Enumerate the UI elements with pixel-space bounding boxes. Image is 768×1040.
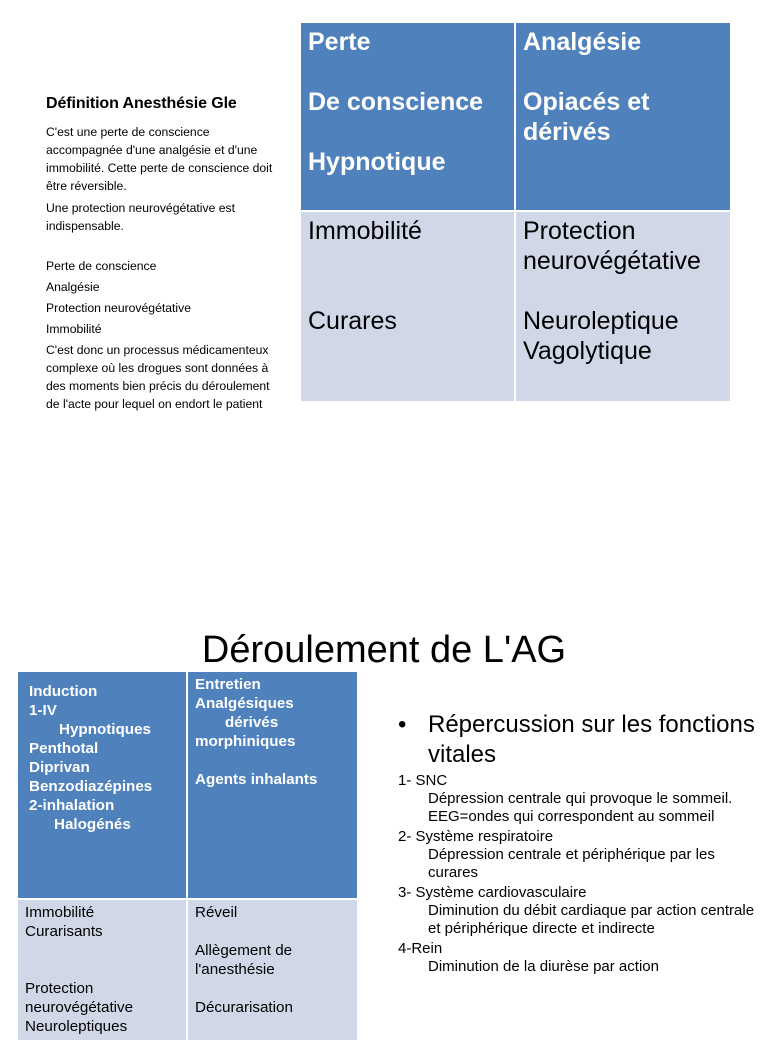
cell-line: De conscience [308, 88, 484, 116]
repercussion-list [398, 710, 758, 976]
cell-line: Perte [308, 28, 371, 56]
list-item-detail: Dépression centrale qui provoque le sommeil. EEG=ondes qui correspondent au sommeil [428, 790, 733, 825]
cell-line: Vagolytique [523, 337, 652, 365]
cell-line: l'anesthésie [195, 961, 275, 978]
slide-title: Déroulement de L'AG [201, 629, 567, 671]
cell-line: Protection [25, 980, 94, 997]
ag-phases-grid [18, 672, 357, 1035]
list-item: 1- SNC [398, 772, 448, 789]
cell-line: Neuroleptiques [25, 1018, 128, 1035]
grid-cell-induction [18, 672, 186, 898]
anesthesia-components-grid [301, 23, 730, 401]
component-item: Immobilité [46, 322, 102, 336]
cell-line: Décurarisation [195, 999, 293, 1016]
cell-line: Agents inhalants [195, 771, 318, 788]
cell-gap [195, 922, 357, 941]
cell-line: Benzodiazépines [29, 778, 153, 795]
grid-cell-analgesie [516, 23, 730, 210]
cell-gap [523, 57, 723, 87]
definition-block [46, 95, 286, 417]
cell-gap [308, 246, 507, 276]
list-item: 3- Système cardiovasculaire [398, 884, 587, 901]
cell-line: Neuroleptique [523, 307, 679, 335]
cell-line: dérivés [225, 714, 279, 731]
cell-gap [25, 941, 186, 960]
cell-line: 1-IV [29, 702, 57, 719]
cell-line: Analgésiques [195, 695, 294, 712]
cell-line: neurovégétative [523, 247, 701, 275]
cell-line: dérivés [523, 118, 611, 146]
cell-gap [308, 117, 507, 147]
list-item: 4-Rein [398, 940, 443, 957]
cell-line: Protection [523, 217, 636, 245]
cell-gap [25, 960, 186, 979]
cell-line: Induction [29, 683, 98, 700]
list-item-detail: Diminution de la diurèse par action [428, 958, 659, 975]
list-item-detail: Dépression centrale et périphérique par les curares [428, 846, 715, 881]
grid-cell-immobilite [301, 212, 514, 401]
cell-line: Entretien [195, 676, 261, 693]
cell-line: Hypnotiques [59, 721, 151, 738]
grid-cell-reveil [188, 900, 357, 1040]
list-item: 2- Système respiratoire [398, 828, 554, 845]
list-item-detail: Diminution du débit cardiaque par action centrale et périphérique directe et indirecte [428, 902, 755, 937]
cell-gap [195, 979, 357, 998]
cell-line: 2-inhalation [29, 797, 115, 814]
definition-conclusion: C'est donc un processus médicamenteux complexe où les drogues sont données à des moments bien précis du déroulement de l'acte pour lequel on endort le patient [46, 343, 270, 411]
definition-paragraph: Une protection neurovégétative est indispensable. [46, 201, 236, 233]
grid-cell-immobilite [18, 900, 186, 1040]
bullet-text: Répercussion sur les fonctions vitales [428, 711, 755, 768]
cell-line: Diprivan [29, 759, 90, 776]
component-item: Protection neurovégétative [46, 301, 191, 315]
component-item: Analgésie [46, 280, 100, 294]
cell-line: Hypnotique [308, 148, 446, 176]
cell-line: Penthotal [29, 740, 99, 757]
grid-cell-perte-conscience [301, 23, 514, 210]
bullet-dot-icon: • [398, 711, 407, 738]
cell-line: neurovégétative [25, 999, 134, 1016]
cell-gap [523, 276, 723, 306]
cell-line: Allègement de [195, 942, 293, 959]
cell-line: morphiniques [195, 733, 296, 750]
cell-gap [308, 57, 507, 87]
component-item: Perte de conscience [46, 259, 157, 273]
cell-line: Réveil [195, 904, 238, 921]
cell-gap [308, 276, 507, 306]
cell-line: Immobilité [308, 217, 422, 245]
definition-paragraph: C'est une perte de conscience accompagnée d'une analgésie et d'une immobilité. Cette perte de conscience doit être réversible. [46, 125, 273, 193]
definition-title: Définition Anesthésie Gle [46, 95, 237, 112]
cell-line: Immobilité [25, 904, 95, 921]
grid-cell-protection [516, 212, 730, 401]
cell-gap [195, 751, 357, 770]
spacer [46, 239, 286, 257]
cell-line: Curares [308, 307, 397, 335]
cell-line: Opiacés et [523, 88, 650, 116]
cell-line: Curarisants [25, 923, 103, 940]
grid-cell-entretien [188, 672, 357, 898]
cell-line: Analgésie [523, 28, 642, 56]
cell-line: Halogénés [54, 816, 131, 833]
bullet-item [398, 710, 758, 770]
